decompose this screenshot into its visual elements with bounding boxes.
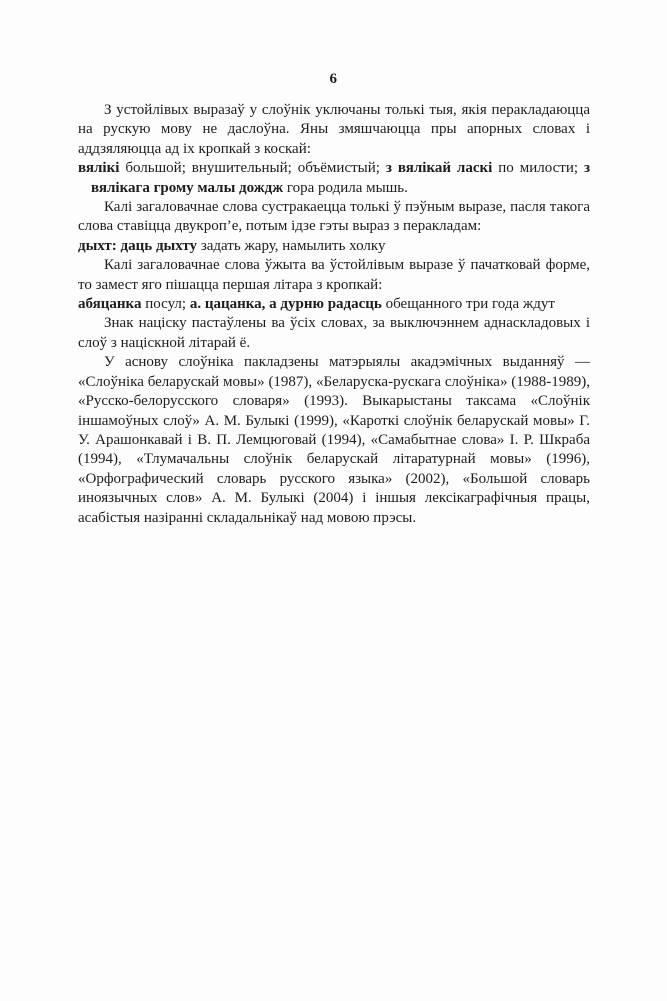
body-paragraph bbox=[78, 256, 590, 295]
text-run: посул; bbox=[141, 296, 190, 313]
entry-headword: а. цацанка, а дурню радасць bbox=[189, 296, 382, 313]
entry-headword: дыхт: даць дыхту bbox=[78, 237, 198, 254]
entry-headword: з вялікай ласкі bbox=[385, 160, 493, 177]
text-run: гора родила мышь. bbox=[283, 179, 408, 196]
text-run: обещанного три года ждут bbox=[381, 296, 555, 313]
body-paragraph bbox=[78, 314, 590, 353]
text-run: Калі загаловачнае слова сустракаецца толькі ў пэўным выразе, пасля такога слова ставіцца двукроп’е, потым ідзе гэты выраз з перакладам: bbox=[78, 199, 590, 235]
entry-headword: абяцанка bbox=[78, 296, 142, 313]
dictionary-entry bbox=[78, 237, 590, 256]
text-run: задать жару, намылить холку bbox=[197, 237, 386, 254]
text-run: Калі загаловачнае слова ўжыта ва ўстойлівым выразе ў пачатковай форме, то замест яго пішацца першая літара з кропкай: bbox=[78, 257, 590, 293]
text-run: У аснову слоўніка пакладзены матэрыялы акадэмічных выданняў — «Слоўніка беларускай мовы» (1987), «Беларуска-рускага слоўніка» (1988-1989), «Русско-белорусского словаря» (1993). Выкарыстаны таксама «Слоўнік іншамоўных слоў» А. М. Булыкі (1999), «Кароткі слоўнік беларускай мовы» Г. У. Арашонкавай і В. П. Лемцюговай (1994), «Самабытнае слова» І. Р. Шкраба (1994), «Тлумачальны слоўнік беларускай літаратурнай мовы» (1996), «Орфографический словарь русского языка» (2002), «Большой словарь иноязычных слов» А. М. Булыкі (2004) і іншыя лексікаграфічныя працы, асабістыя назіранні складальнікаў над мовою прэсы. bbox=[78, 354, 590, 526]
dictionary-entry bbox=[78, 159, 590, 198]
entry-headword: з вялікага грому малы дождж bbox=[91, 160, 590, 196]
text-run: З устойлівых выразаў у слоўнік уключаны толькі тыя, якія перакладаюцца на рускую мову не даслоўна. Яны змяшчаюцца пры апорных словах і аддзяляюцца ад іх кропкай з коскай: bbox=[78, 102, 590, 157]
text-block bbox=[78, 101, 590, 528]
dictionary-entry bbox=[78, 295, 590, 314]
body-paragraph bbox=[78, 198, 590, 237]
text-run: по милости; bbox=[492, 160, 584, 177]
body-paragraph bbox=[78, 353, 590, 528]
text-run: Знак націску пастаўлены ва ўсіх словах, за выключэннем аднаскладовых і слоў з націскной літарай ё. bbox=[78, 315, 590, 351]
body-paragraph bbox=[78, 101, 590, 159]
text-run: большой; внушительный; объёмистый; bbox=[119, 160, 386, 177]
page-number: 6 bbox=[329, 71, 338, 87]
entry-headword: вялікі bbox=[78, 160, 120, 177]
